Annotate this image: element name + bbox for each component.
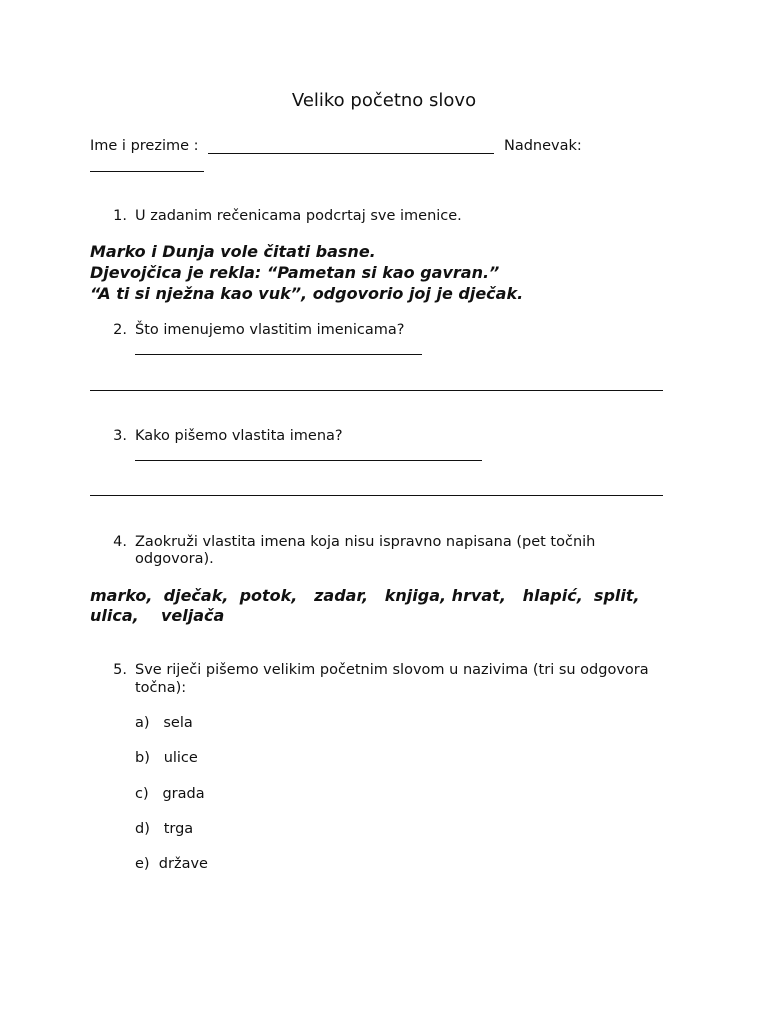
sentence-1: Marko i Dunja vole čitati basne.	[90, 242, 376, 261]
sentence-3: “A ti si nježna kao vuk”, odgovorio joj je dječak.	[90, 284, 524, 303]
question-2-text: Što imenujemo vlastitim imenicama?	[135, 322, 405, 338]
name-line[interactable]	[208, 153, 494, 154]
question-5-text-line-1: Sve riječi pišemo velikim početnim slovom u nazivima (tri su odgovora	[135, 662, 649, 678]
option-d[interactable]: d) trga	[135, 821, 194, 837]
question-1-text: U zadanim rečenicama podcrtaj sve imenice.	[135, 208, 462, 224]
option-e[interactable]: e) države	[135, 856, 208, 872]
word-list-line-1: marko, dječak, potok, zadar, knjiga, hrvat, hlapić, split,	[90, 586, 640, 605]
answer-line[interactable]	[135, 354, 422, 355]
date-line[interactable]	[90, 171, 204, 172]
answer-line[interactable]	[90, 390, 663, 391]
question-5-text-line-2: točna):	[135, 680, 187, 696]
question-5-number: 5.	[113, 662, 127, 678]
question-3-number: 3.	[113, 428, 127, 444]
question-2-number: 2.	[113, 322, 127, 338]
date-label: Nadnevak:	[504, 138, 582, 154]
name-label: Ime i prezime :	[90, 138, 199, 154]
question-4-number: 4.	[113, 534, 127, 550]
answer-line[interactable]	[135, 460, 482, 461]
option-c[interactable]: c) grada	[135, 786, 205, 802]
option-a[interactable]: a) sela	[135, 715, 193, 731]
sentence-2: Djevojčica je rekla: “Pametan si kao gavran.”	[90, 263, 500, 282]
page-title: Veliko početno slovo	[291, 90, 477, 111]
question-1-number: 1.	[113, 208, 127, 224]
question-3-text: Kako pišemo vlastita imena?	[135, 428, 343, 444]
question-4-text-line-2: odgovora).	[135, 551, 214, 567]
answer-line[interactable]	[90, 495, 663, 496]
question-4-text-line-1: Zaokruži vlastita imena koja nisu ispravno napisana (pet točnih	[135, 534, 596, 550]
option-b[interactable]: b) ulice	[135, 750, 198, 766]
word-list-line-2: ulica, veljača	[90, 606, 225, 625]
